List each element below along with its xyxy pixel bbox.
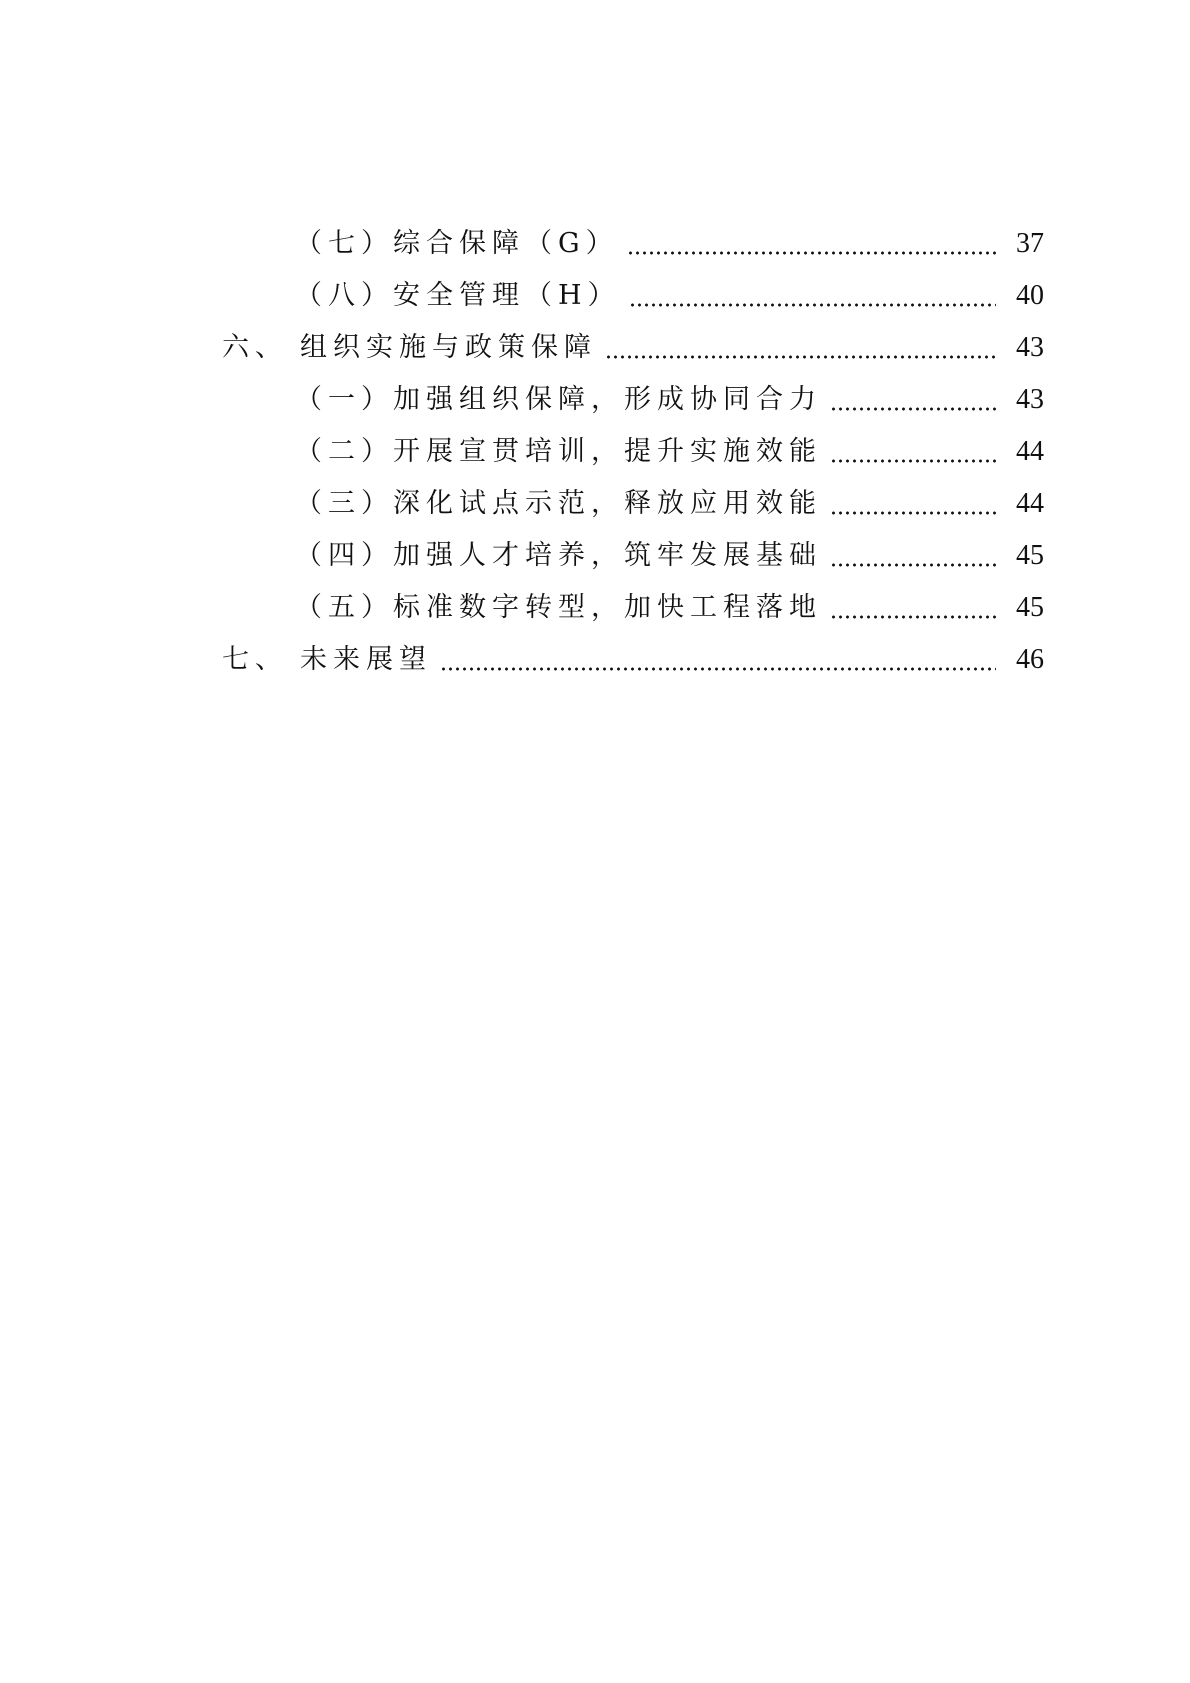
- toc-entry-title: 深化试点示范，释放应用效能: [393, 488, 822, 519]
- toc-entry[interactable]: [0, 374, 1190, 426]
- toc-entry-title: 安全管理（H）: [393, 280, 621, 311]
- toc-dot-leader: [830, 459, 996, 463]
- toc-entry-title: 加强组织保障，形成协同合力: [393, 384, 822, 415]
- toc-entry-page-number: 44: [1016, 488, 1044, 519]
- toc-entry[interactable]: [0, 426, 1190, 478]
- toc-entry[interactable]: [0, 322, 1190, 374]
- toc-dot-leader: [830, 615, 996, 619]
- toc-entry-number: （五）: [295, 592, 394, 623]
- toc-entry[interactable]: [0, 218, 1190, 270]
- toc-entry-page-number: 46: [1016, 644, 1044, 675]
- toc-entry-number: （四）: [295, 540, 394, 571]
- toc-entry-title: 综合保障（G）: [393, 228, 619, 259]
- toc-entry-page-number: 44: [1016, 436, 1044, 467]
- toc-entry-number: 七、: [222, 644, 288, 675]
- toc-entry[interactable]: [0, 634, 1190, 686]
- toc-entry-page-number: 40: [1016, 280, 1044, 311]
- toc-entry[interactable]: [0, 270, 1190, 322]
- toc-entry-title: 开展宣贯培训，提升实施效能: [393, 436, 822, 467]
- toc-dot-leader: [440, 667, 996, 671]
- toc-dot-leader: [629, 303, 996, 307]
- toc-entry-page-number: 37: [1016, 228, 1044, 259]
- toc-dot-leader: [605, 355, 996, 359]
- table-of-contents: [0, 218, 1190, 686]
- toc-entry-page-number: 43: [1016, 384, 1044, 415]
- toc-entry-number: （一）: [295, 384, 394, 415]
- toc-entry[interactable]: [0, 478, 1190, 530]
- toc-dot-leader: [830, 511, 996, 515]
- toc-entry-title: 标准数字转型，加快工程落地: [393, 592, 822, 623]
- toc-dot-leader: [830, 407, 996, 411]
- toc-entry-page-number: 45: [1016, 540, 1044, 571]
- toc-entry-page-number: 45: [1016, 592, 1044, 623]
- toc-entry-title: 加强人才培养，筑牢发展基础: [393, 540, 822, 571]
- toc-entry-number: （七）: [295, 228, 394, 259]
- toc-entry-page-number: 43: [1016, 332, 1044, 363]
- toc-entry-number: 六、: [222, 332, 288, 363]
- toc-dot-leader: [830, 563, 996, 567]
- toc-entry[interactable]: [0, 582, 1190, 634]
- toc-entry-number: （八）: [295, 280, 394, 311]
- toc-entry[interactable]: [0, 530, 1190, 582]
- toc-dot-leader: [627, 251, 996, 255]
- toc-entry-number: （三）: [295, 488, 394, 519]
- toc-entry-number: （二）: [295, 436, 394, 467]
- toc-entry-title: 组织实施与政策保障: [300, 332, 597, 363]
- toc-entry-title: 未来展望: [300, 644, 432, 675]
